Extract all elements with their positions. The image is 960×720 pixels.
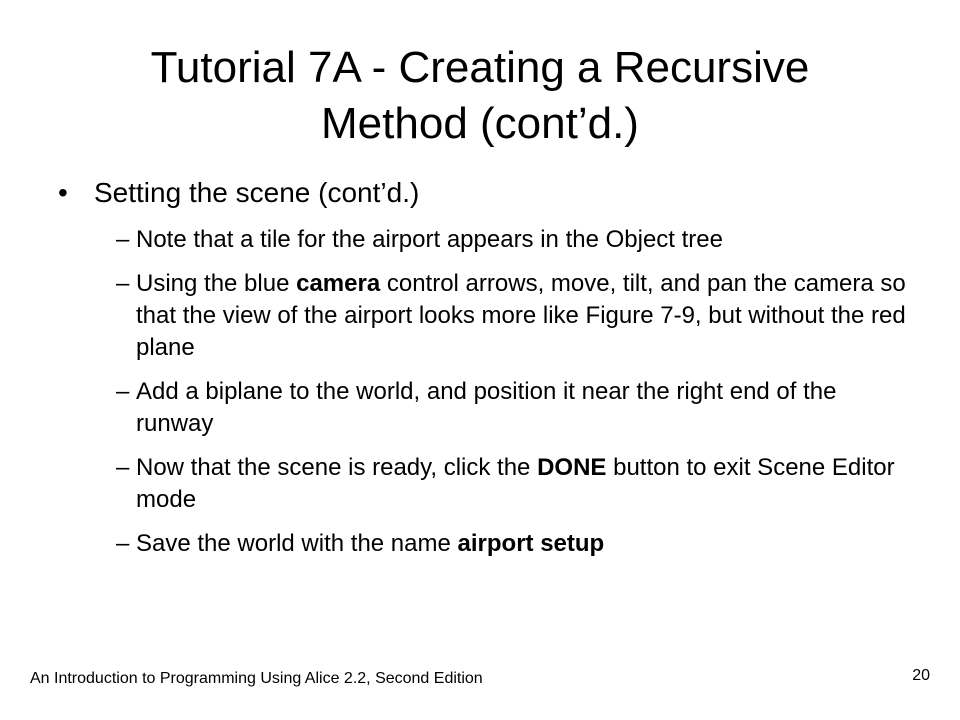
sub-bullet-text-before: Now that the scene is ready, click the	[136, 454, 538, 481]
sub-bullet-add-biplane	[58, 376, 918, 440]
slide-content	[58, 176, 918, 572]
sub-bullet-text: Note that a tile for the airport appears in the Object tree	[136, 226, 723, 253]
slide-title-line-2: Method (cont’d.)	[321, 99, 639, 148]
slide-title-line-1: Tutorial 7A - Creating a Recursive	[150, 43, 810, 92]
sub-bullet-text-after: control arrows, move, tilt, and pan the camera so that the view of the airport looks more like Figure 7-9, but without the red plane	[136, 270, 906, 361]
sub-bullet-bold-term: camera	[296, 270, 381, 297]
sub-bullet-text-before: Using the blue	[136, 270, 297, 297]
sub-bullet-marker: –	[116, 378, 130, 405]
sub-bullet-marker: –	[116, 226, 130, 253]
sub-bullet-marker: –	[116, 270, 130, 297]
sub-bullet-text-before: Save the world with the name	[136, 530, 458, 557]
sub-bullet-camera-controls	[58, 268, 918, 364]
sub-bullet-marker: –	[116, 454, 130, 481]
bullet-setting-the-scene	[58, 176, 918, 210]
sub-bullet-bold-term: airport setup	[457, 530, 605, 557]
sub-bullet-text-after: button to exit Scene Editor mode	[136, 454, 895, 513]
sub-bullet-done-button	[58, 452, 918, 516]
sub-bullet-text: Add a biplane to the world, and position it near the right end of the runway	[136, 378, 837, 437]
sub-bullet-marker: –	[116, 530, 130, 557]
sub-bullet-object-tree	[58, 224, 918, 256]
bullet-marker: •	[58, 177, 68, 208]
sub-bullet-save-world	[58, 528, 918, 560]
footer-book-title: An Introduction to Programming Using Alice 2.2, Second Edition	[30, 670, 483, 687]
sub-bullet-bold-term: DONE	[537, 454, 607, 481]
slide-title	[40, 40, 920, 152]
footer-page-number: 20	[912, 667, 930, 684]
bullet-text: Setting the scene (cont’d.)	[94, 177, 420, 208]
sub-bullet-list	[58, 224, 918, 560]
